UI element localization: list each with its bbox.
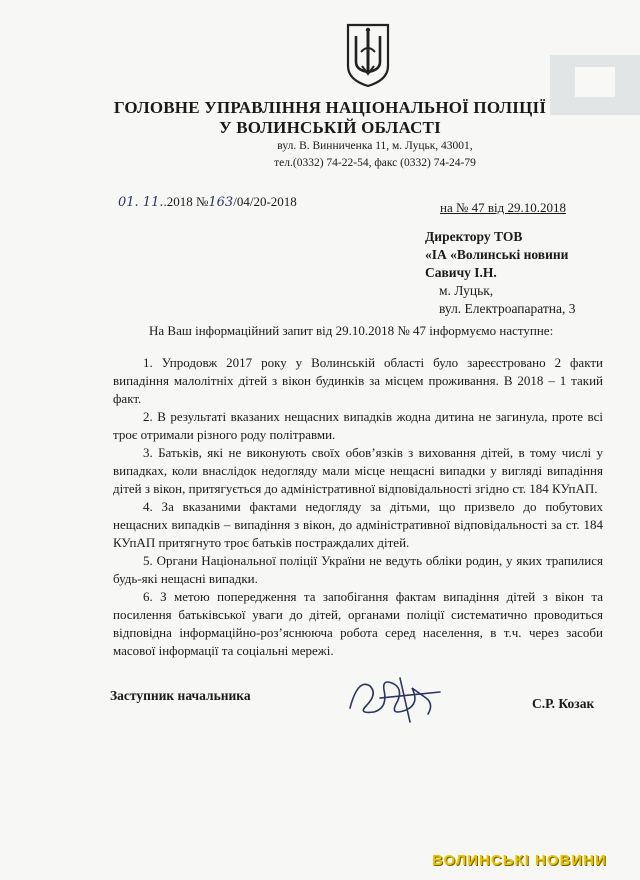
trident-coat-of-arms-icon [345, 22, 391, 88]
body-item-2: 2. В результаті вказаних нещасних випадків жодна дитина не загинула, проте всі троє отримали різного роду політравми. [113, 409, 603, 442]
letterhead [100, 98, 560, 172]
signer-name: С.Р. Козак [532, 696, 595, 711]
outgoing-year: .2018 № [163, 194, 209, 209]
recipient-name: Савичу І.Н. [425, 265, 497, 280]
handwritten-date: 01. 11. [118, 195, 164, 210]
handwritten-signature [340, 668, 450, 728]
org-name-line1: ГОЛОВНЕ УПРАВЛІННЯ НАЦІОНАЛЬНОЇ ПОЛІЦІЇ [113, 98, 547, 117]
body-intro: На Ваш інформаційний запит від 29.10.2018 № 47 інформуємо наступне: [149, 323, 554, 338]
org-name-line2: У ВОЛИНСЬКІЙ ОБЛАСТІ [219, 118, 441, 137]
body-item-5: 5. Органи Національної поліції України не ведуть обліки родин, у яких трапилися будь-які нещасні випадки. [113, 553, 603, 586]
org-phones: тел.(0332) 74-22-54, факс (0332) 74-24-79 [274, 157, 476, 169]
outgoing-number [118, 194, 297, 210]
body-item-6: 6. З метою попередження та запобігання фактам випадіння дітей з вікон та посилення батьківської уваги до дітей, органами поліції систематично проводиться відповідна інформаційно-роз’яснююча робота серед населення, в т.ч. через засоби масової інформації та соціальні мережі. [113, 589, 603, 658]
recipient-block [425, 228, 576, 318]
letter-body [113, 322, 603, 660]
signer-title: Заступник начальника [110, 688, 251, 703]
body-item-3: 3. Батьків, які не виконують своїх обов’язків з виховання дітей, в тому числі у випадках, коли внаслідок недогляду мали місце нещасні випадки у вигляді випадіння дітей з вікон, притягується до адміністративної відповідальності згідно ст. 184 КУпАП. [113, 445, 603, 496]
body-item-1: 1. Упродовж 2017 року у Волинській області було зареєстровано 2 факти випадіння малолітніх дітей з вікон будинків за місцем проживання. В 2018 – 1 такий факт. [113, 355, 603, 406]
outgoing-suffix: /04/20-2018 [233, 194, 297, 209]
recipient-street: вул. Електроапаратна, 3 [439, 301, 576, 316]
recipient-company: «ІА «Волинські новини [425, 247, 569, 262]
site-watermark: ВОЛИНСЬКІ НОВИНИ [432, 852, 607, 869]
recipient-city: м. Луцьк, [439, 283, 494, 298]
org-address: вул. В. Винниченка 11, м. Луцьк, 43001, [277, 140, 473, 152]
reply-reference: на № 47 від 29.10.2018 [440, 200, 566, 215]
body-item-4: 4. За вказаними фактами недогляду за дітьми, що призвело до побутових нещасних випадків – випадіння з вікон, до адміністративної відповідальності за ст. 184 КУпАП притягнуто троє батьків постраждалих дітей. [113, 499, 603, 550]
recipient-position: Директору ТОВ [425, 229, 523, 244]
handwritten-number: 163 [208, 195, 234, 210]
